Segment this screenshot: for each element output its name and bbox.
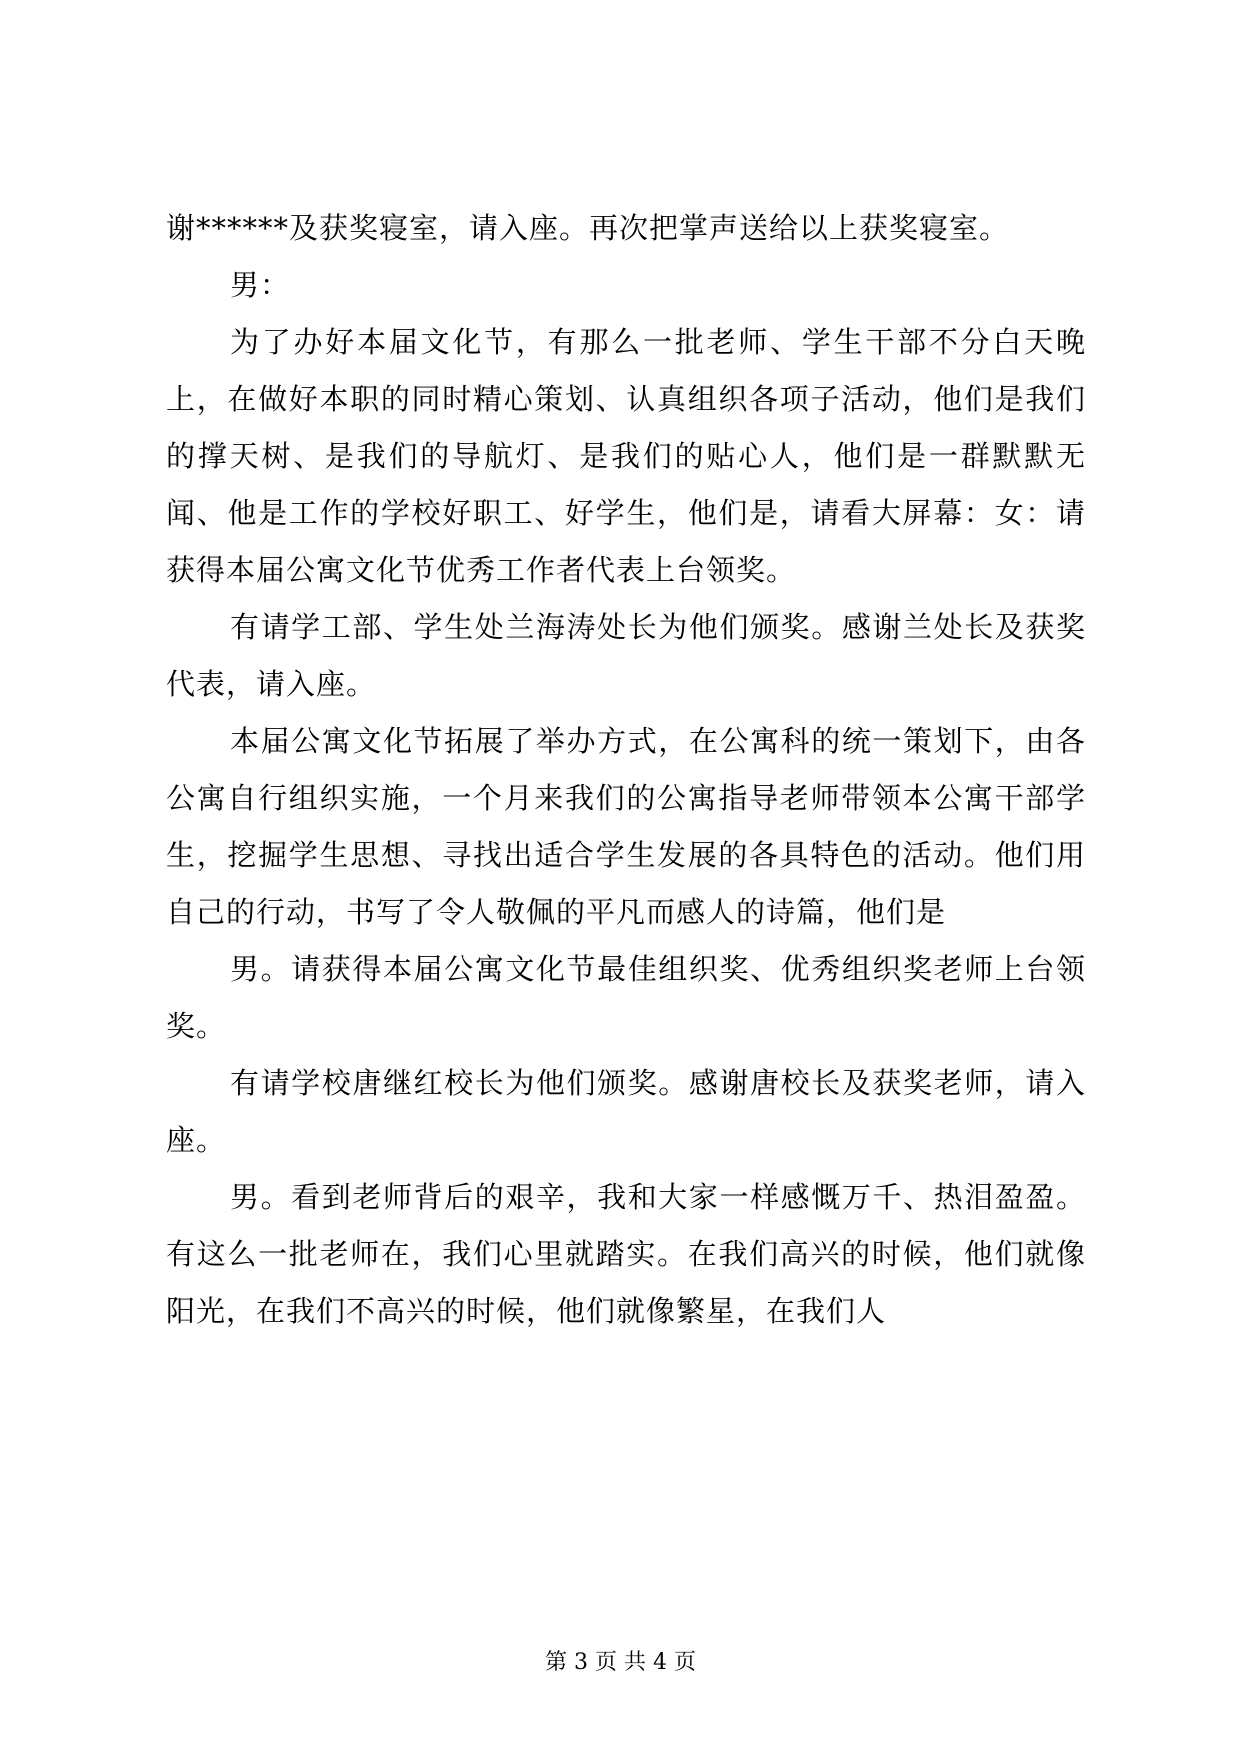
paragraph-staff-award: 为了办好本届文化节，有那么一批老师、学生干部不分白天晚上，在做好本职的同时精心策划、认真组织各项子活动，他们是我们的撑天树、是我们的导航灯、是我们的贴心人，他们是一群默默无闻、他是工作的学校好职工、好学生，他们是，请看大屏幕：女：请获得本届公寓文化节优秀工作者代表上台领奖。 (166, 325, 1086, 587)
paragraph-presenter-tang: 有请学校唐继红校长为他们颁奖。感谢唐校长及获奖老师，请入座。 (166, 1066, 1086, 1157)
paragraph-teacher-tribute: 男。看到老师背后的艰辛，我和大家一样感慨万千、热泪盈盈。有这么一批老师在，我们心里就踏实。在我们高兴的时候，他们就像阳光，在我们不高兴的时候，他们就像繁星，在我们人 (166, 1180, 1086, 1328)
document-body (166, 200, 1086, 1340)
page-number-footer: 第 3 页 共 4 页 (545, 1650, 696, 1675)
paragraph-festival-format: 本届公寓文化节拓展了举办方式，在公寓科的统一策划下，由各公寓自行组织实施，一个月来我们的公寓指导老师带领本公寓干部学生，挖掘学生思想、寻找出适合学生发展的各具特色的活动。他们用自己的行动，书写了令人敬佩的平凡而感人的诗篇，他们是 (166, 724, 1086, 929)
paragraph-speaker-male: 男： (230, 268, 291, 302)
paragraph-presenter-lan: 有请学工部、学生处兰海涛处长为他们颁奖。感谢兰处长及获奖代表，请入座。 (166, 610, 1086, 701)
paragraph-organization-award: 男。请获得本届公寓文化节最佳组织奖、优秀组织奖老师上台领奖。 (166, 952, 1086, 1043)
paragraph-continuation: 谢******及获奖寝室，请入座。再次把掌声送给以上获奖寝室。 (166, 211, 1010, 245)
